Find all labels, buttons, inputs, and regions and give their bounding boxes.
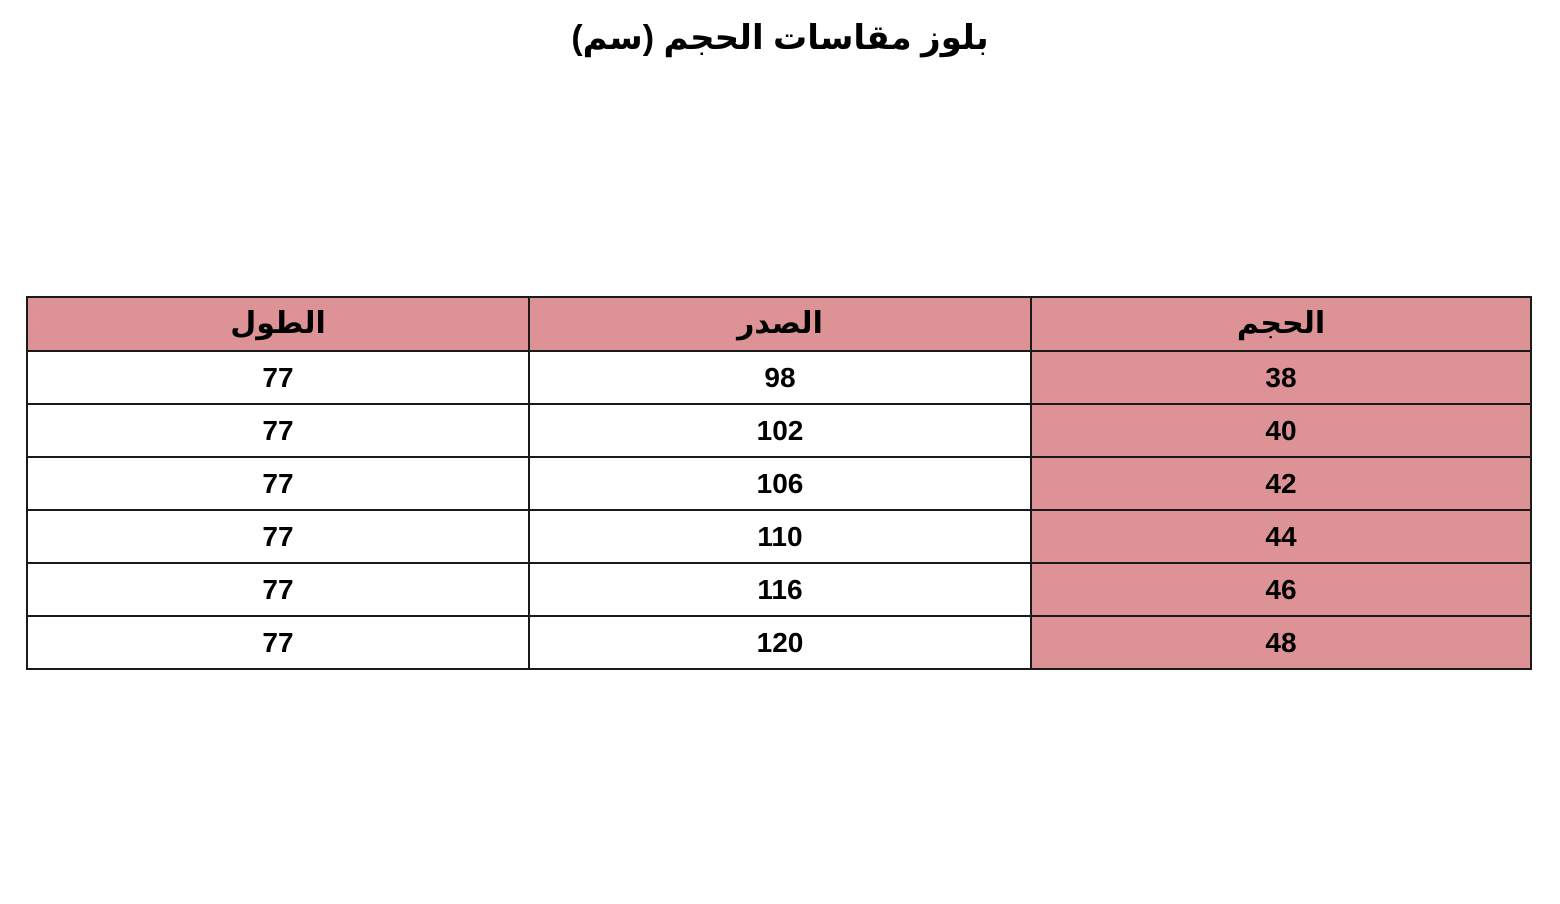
cell-size: 48 xyxy=(1031,616,1531,669)
cell-size: 40 xyxy=(1031,404,1531,457)
table-row xyxy=(27,457,1531,510)
cell-length: 77 xyxy=(27,510,529,563)
cell-length: 77 xyxy=(27,616,529,669)
cell-chest: 120 xyxy=(529,616,1031,669)
cell-length: 77 xyxy=(27,404,529,457)
table-row xyxy=(27,404,1531,457)
column-header-size: الحجم xyxy=(1031,297,1531,351)
cell-size: 42 xyxy=(1031,457,1531,510)
cell-size: 38 xyxy=(1031,351,1531,404)
table-header-row xyxy=(27,297,1531,351)
size-chart-table xyxy=(26,296,1532,670)
page-title: بلوز مقاسات الحجم (سم) xyxy=(571,19,989,57)
cell-chest: 106 xyxy=(529,457,1031,510)
table-header xyxy=(27,297,1531,351)
cell-length: 77 xyxy=(27,563,529,616)
column-header-chest: الصدر xyxy=(529,297,1031,351)
table-body xyxy=(27,351,1531,669)
table-row xyxy=(27,351,1531,404)
table-row xyxy=(27,510,1531,563)
cell-size: 44 xyxy=(1031,510,1531,563)
cell-length: 77 xyxy=(27,351,529,404)
size-chart-container xyxy=(28,296,1532,670)
cell-length: 77 xyxy=(27,457,529,510)
column-header-length: الطول xyxy=(27,297,529,351)
cell-chest: 102 xyxy=(529,404,1031,457)
cell-chest: 116 xyxy=(529,563,1031,616)
table-row xyxy=(27,616,1531,669)
table-row xyxy=(27,563,1531,616)
cell-size: 46 xyxy=(1031,563,1531,616)
cell-chest: 110 xyxy=(529,510,1031,563)
cell-chest: 98 xyxy=(529,351,1031,404)
